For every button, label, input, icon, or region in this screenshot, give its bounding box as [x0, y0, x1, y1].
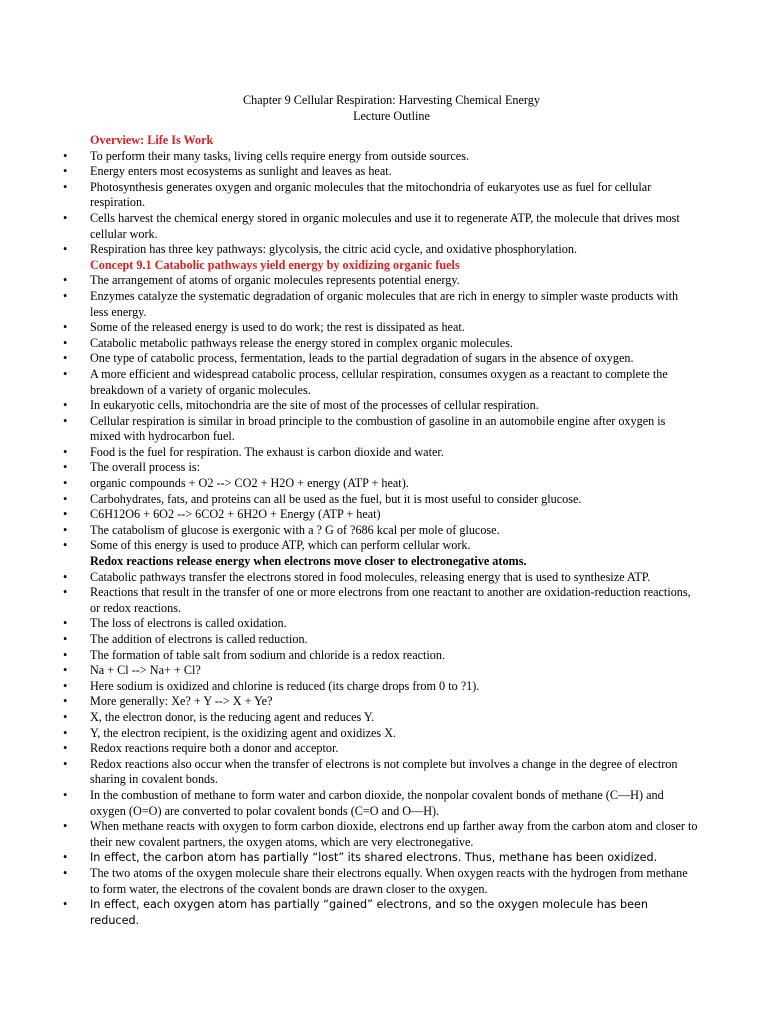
list-item-text: The arrangement of atoms of organic molecules represents potential energy.	[90, 273, 460, 288]
bullet-icon: •	[63, 507, 68, 522]
list-item	[63, 616, 698, 632]
bullet-icon: •	[63, 320, 68, 335]
bullet-icon: •	[63, 709, 68, 724]
list-item	[63, 320, 698, 336]
list-item-text: Some of this energy is used to produce ATP, which can perform cellular work.	[90, 538, 471, 553]
bullet-icon: •	[63, 787, 68, 802]
list-item-text: When methane reacts with oxygen to form carbon dioxide, electrons end up farther away from the carbon atom and closer to their new covalent partners, the oxygen atoms, which are very electronegative.	[90, 819, 698, 849]
bullet-icon: •	[63, 148, 68, 163]
list-item	[63, 289, 698, 320]
bullet-icon: •	[63, 647, 68, 662]
bullet-icon: •	[63, 897, 68, 912]
bullet-icon: •	[63, 491, 68, 506]
list-item	[63, 398, 698, 414]
document-title: Chapter 9 Cellular Respiration: Harvesting Chemical Energy	[243, 93, 540, 107]
bullet-icon: •	[63, 741, 68, 756]
list-item	[63, 460, 698, 476]
list-item	[63, 507, 698, 523]
list-item	[63, 211, 698, 242]
list-item	[63, 850, 698, 866]
list-item-text: Cellular respiration is similar in broad principle to the combustion of gasoline in an automobile engine after oxygen is mixed with hydrocarbon fuel.	[90, 413, 666, 444]
list-item-text: The overall process is:	[90, 460, 200, 475]
bullet-icon: •	[63, 366, 68, 381]
title-block	[63, 93, 698, 124]
document-subtitle: Lecture Outline	[353, 108, 430, 123]
bullet-icon: •	[63, 756, 68, 771]
list-item-text: The loss of electrons is called oxidation.	[90, 616, 287, 631]
bullet-icon: •	[63, 335, 68, 350]
list-item	[63, 570, 698, 586]
list-item	[63, 149, 698, 165]
list-item-text: In eukaryotic cells, mitochondria are the site of most of the processes of cellular respiration.	[90, 398, 539, 413]
list-item-text: In the combustion of methane to form water and carbon dioxide, the nonpolar covalent bonds of methane (C—H) and oxygen (O=O) are converted to polar covalent bonds (C=O and O—H).	[90, 787, 664, 818]
list-item-text: Na + Cl --> Na+ + Cl?	[90, 663, 201, 678]
list-item	[63, 367, 698, 398]
list-item-text: Catabolic metabolic pathways release the energy stored in complex organic molecules.	[90, 335, 513, 350]
list-item-text: Energy enters most ecosystems as sunlight and leaves as heat.	[90, 164, 392, 179]
list-item	[63, 866, 698, 897]
list-item	[63, 726, 698, 742]
bullet-icon: •	[63, 678, 68, 693]
bullet-icon: •	[63, 242, 68, 257]
list-item-text: The addition of electrons is called reduction.	[90, 632, 308, 646]
list-item-text: The two atoms of the oxygen molecule share their electrons equally. When oxygen reacts with the hydrogen from methane to form water, the electrons of the covalent bonds are drawn closer to the oxygen.	[90, 865, 688, 896]
bullet-icon: •	[63, 569, 68, 584]
bullet-icon: •	[63, 694, 68, 709]
bullet-icon: •	[63, 865, 68, 880]
list-item-text: Redox reactions also occur when the transfer of electrons is not complete but involves a change in the degree of electron sharing in covalent bonds.	[90, 756, 678, 787]
list-item-text: Redox reactions require both a donor and acceptor.	[90, 741, 339, 756]
bullet-icon: •	[63, 164, 68, 179]
bullet-icon: •	[63, 522, 68, 537]
list-item-text: C6H12O6 + 6O2 --> 6CO2 + 6H2O + Energy (ATP + heat)	[90, 507, 381, 522]
list-item-text: In effect, each oxygen atom has partially “gained” electrons, and so the oxygen molecule has been reduced.	[90, 898, 649, 927]
bullet-icon: •	[63, 413, 68, 428]
section-heading: Redox reactions release energy when electrons move closer to electronegative atoms.	[90, 554, 527, 569]
list-item	[63, 476, 698, 492]
list-item-text: Some of the released energy is used to do work; the rest is dissipated as heat.	[90, 320, 465, 335]
bullet-icon: •	[63, 538, 68, 553]
bullet-icon: •	[63, 632, 68, 646]
list-item-text: Respiration has three key pathways: glycolysis, the citric acid cycle, and oxidative phosphorylation.	[90, 242, 578, 257]
list-item-text: To perform their many tasks, living cells require energy from outside sources.	[90, 148, 470, 163]
list-item	[63, 445, 698, 461]
list-item-text: Enzymes catalyze the systematic degradation of organic molecules that are rich in energy to simpler waste products with less energy.	[90, 288, 679, 319]
section-heading: Overview: Life Is Work	[90, 133, 214, 147]
bullet-icon: •	[63, 850, 68, 865]
list-item-text: One type of catabolic process, fermentation, leads to the partial degradation of sugars in the absence of oxygen.	[90, 351, 634, 366]
list-item-text: In effect, the carbon atom has partially “lost” its shared electrons. Thus, methane has been oxidized.	[90, 851, 658, 865]
list-item-text: Cells harvest the chemical energy stored in organic molecules and use it to regenerate ATP, the molecule that drives most cellular work.	[90, 210, 680, 241]
bullet-icon: •	[63, 663, 68, 678]
list-item	[63, 414, 698, 445]
list-item	[63, 663, 698, 679]
bullet-icon: •	[63, 288, 68, 303]
list-item-text: organic compounds + O2 --> CO2 + H2O + energy (ATP + heat).	[90, 476, 409, 491]
lecture-outline	[63, 133, 698, 928]
list-item-text: Reactions that result in the transfer of one or more electrons from one reactant to another are oxidation-reduction reactions, or redox reactions.	[90, 585, 691, 615]
list-item	[63, 180, 698, 211]
list-item	[63, 632, 698, 648]
bullet-icon: •	[63, 460, 68, 475]
list-item	[63, 819, 698, 850]
list-item-text: Catabolic pathways transfer the electrons stored in food molecules, releasing energy that is used to synthesize ATP.	[90, 569, 651, 584]
bullet-icon: •	[63, 210, 68, 225]
list-item	[63, 710, 698, 726]
list-item	[63, 164, 698, 180]
bullet-icon: •	[63, 351, 68, 366]
list-item-text: The catabolism of glucose is exergonic with a ? G of ?686 kcal per mole of glucose.	[90, 522, 500, 537]
list-item-text: Photosynthesis generates oxygen and organic molecules that the mitochondria of eukaryotes use as fuel for cellular respiration.	[90, 179, 652, 210]
list-item-text: Carbohydrates, fats, and proteins can all be used as the fuel, but it is most useful to consider glucose.	[90, 491, 582, 506]
list-item-text: Y, the electron recipient, is the oxidizing agent and oxidizes X.	[90, 725, 397, 740]
bullet-icon: •	[63, 819, 68, 834]
list-item	[63, 788, 698, 819]
list-item	[63, 897, 698, 928]
list-item	[63, 757, 698, 788]
list-item-text: Food is the fuel for respiration. The exhaust is carbon dioxide and water.	[90, 444, 444, 459]
list-item	[63, 242, 698, 258]
bullet-icon: •	[63, 273, 68, 288]
list-item	[63, 648, 698, 664]
list-item	[63, 741, 698, 757]
list-item-text: X, the electron donor, is the reducing agent and reduces Y.	[90, 709, 375, 724]
list-item-text: The formation of table salt from sodium and chloride is a redox reaction.	[90, 647, 446, 662]
list-item	[63, 538, 698, 554]
bullet-icon: •	[63, 179, 68, 194]
list-item	[63, 336, 698, 352]
bullet-icon: •	[63, 616, 68, 631]
list-item	[63, 273, 698, 289]
bullet-icon: •	[63, 585, 68, 600]
list-item	[63, 523, 698, 539]
list-item	[63, 585, 698, 616]
bullet-icon: •	[63, 476, 68, 491]
list-item-text: A more efficient and widespread catabolic process, cellular respiration, consumes oxygen as a reactant to complete the breakdown of a variety of organic molecules.	[90, 366, 668, 397]
bullet-icon: •	[63, 725, 68, 740]
bullet-icon: •	[63, 444, 68, 459]
bullet-icon: •	[63, 398, 68, 413]
list-item	[63, 679, 698, 695]
list-item-text: Here sodium is oxidized and chlorine is reduced (its charge drops from 0 to ?1).	[90, 678, 480, 693]
list-item	[63, 351, 698, 367]
list-item	[63, 492, 698, 508]
list-item	[63, 694, 698, 710]
list-item-text: More generally: Xe? + Y --> X + Ye?	[90, 694, 273, 709]
section-heading: Concept 9.1 Catabolic pathways yield energy by oxidizing organic fuels	[90, 257, 460, 272]
